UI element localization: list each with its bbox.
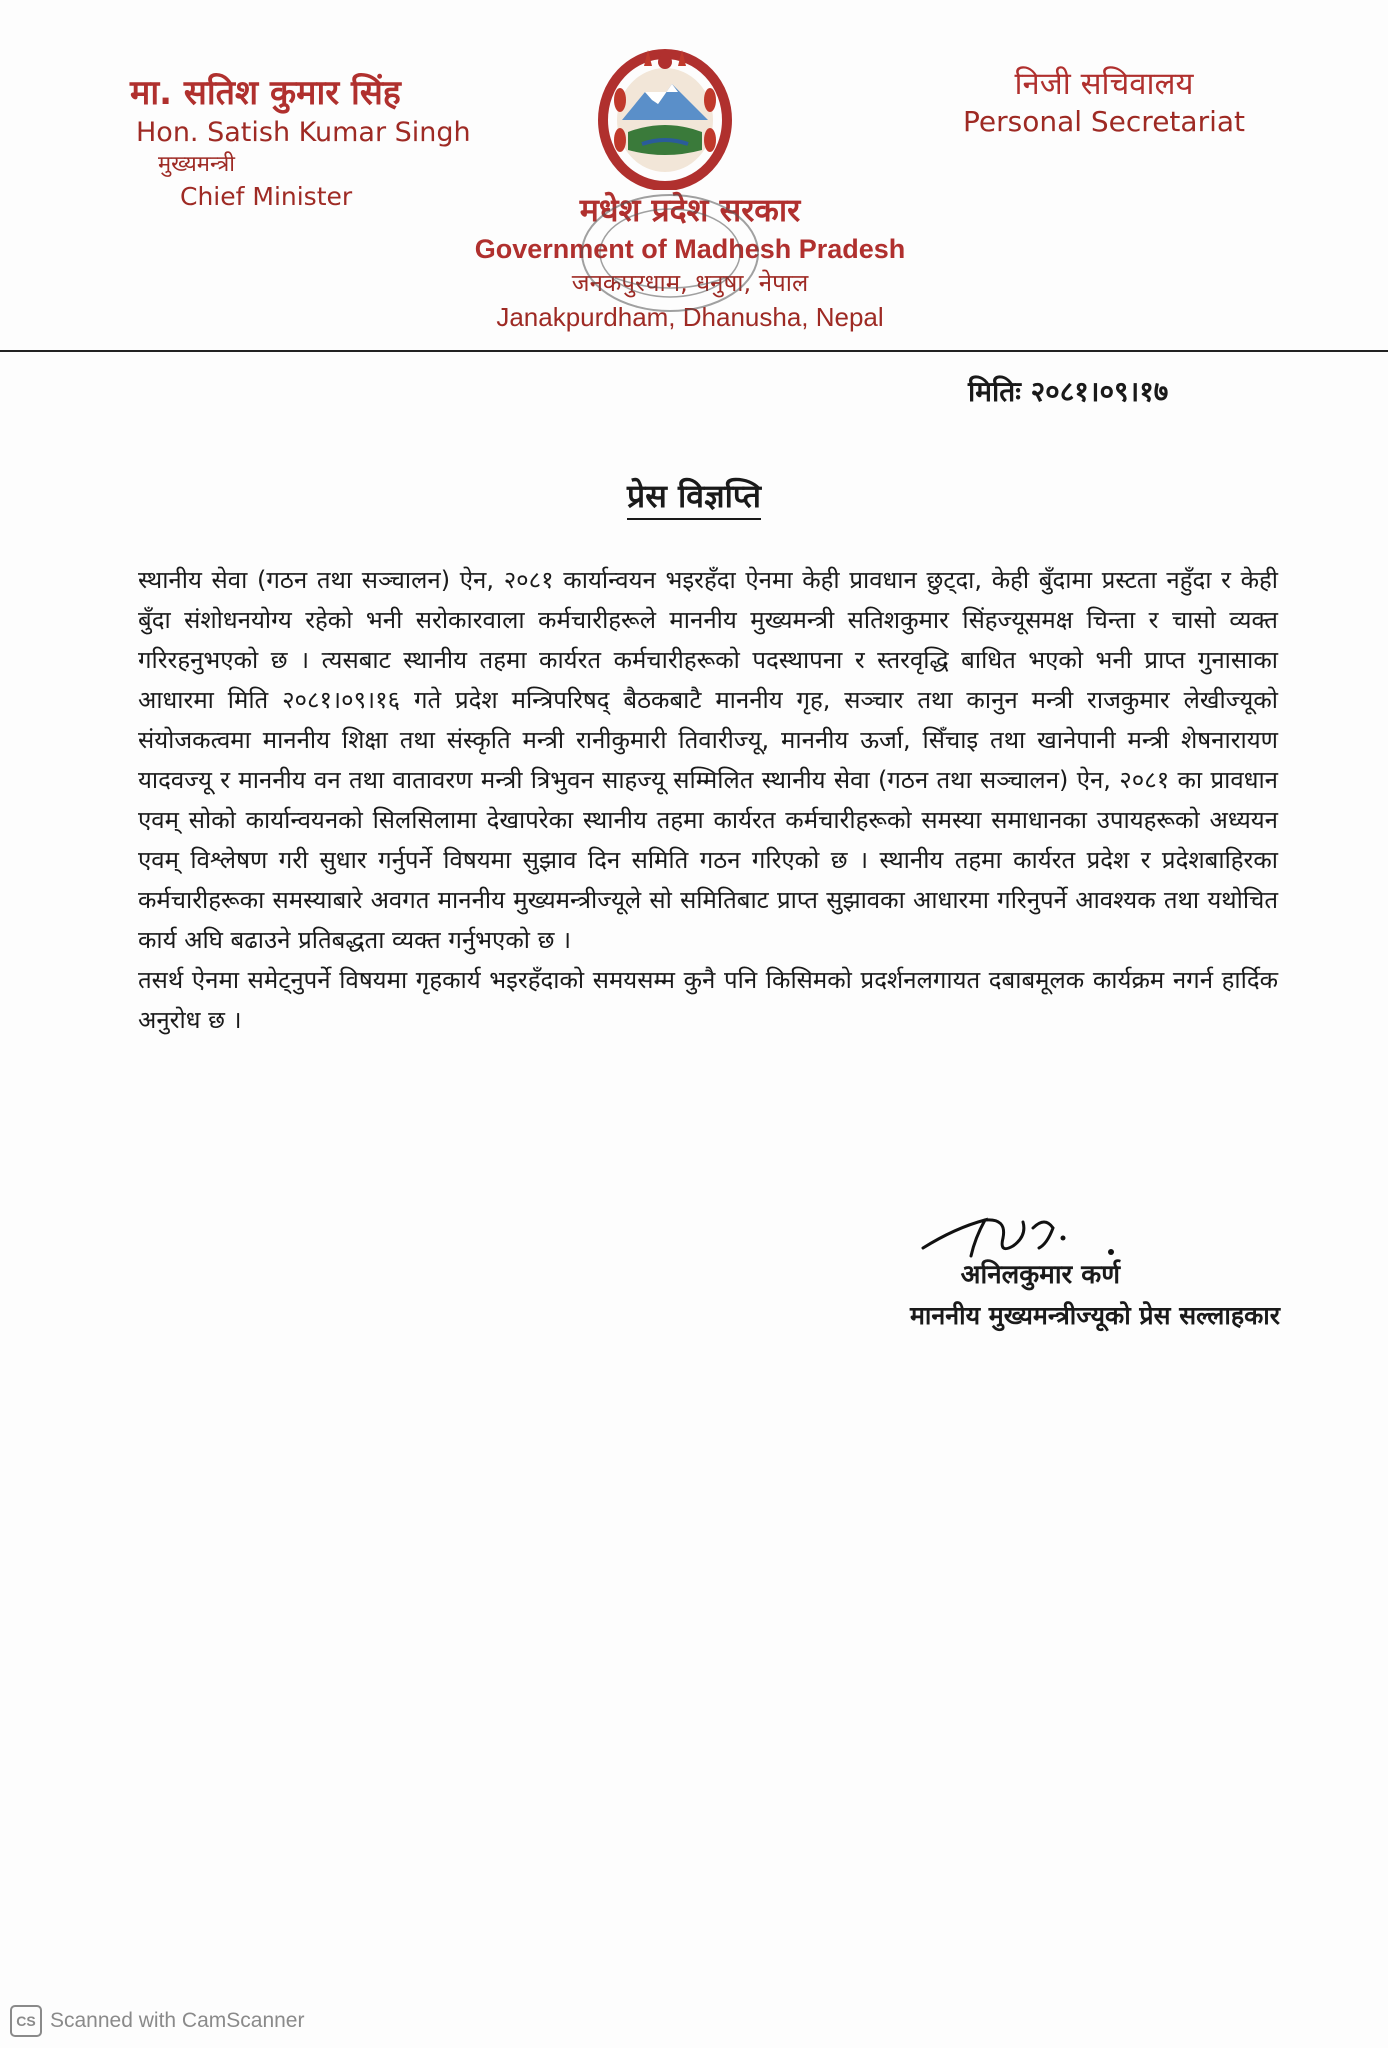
chief-minister-title-english: Chief Minister (180, 182, 353, 212)
signer-name: अनिलकुमार कर्ण (960, 1260, 1120, 1290)
header-divider (0, 350, 1388, 352)
signer-role: माननीय मुख्यमन्त्रीज्यूको प्रेस सल्लाहकार (909, 1301, 1280, 1330)
chief-minister-title-nepali: मुख्यमन्त्री (158, 151, 235, 177)
document-date: मितिः २०८१।०९।१७ (968, 375, 1169, 408)
document-title-text: प्रेस विज्ञप्ति (627, 477, 761, 520)
body-paragraph-1: स्थानीय सेवा (गठन तथा सञ्चालन) ऐन, २०८१ कार्यान्वयन भइरहँदा ऐनमा केही प्रावधान छुट्दा, केही बुँदामा प्रस्टता नहुँदा र केही बुँदा संशोधनयोग्य रहेको भनी सरोकारवाला कर्मचारीहरूले माननीय मुख्यमन्त्री सतिशकुमार सिंहज्यूसमक्ष चिन्ता र चासो व्यक्त गरिरहनुभएको छ । त्यसबाट स्थानीय तहमा कार्यरत कर्मचारीहरूको पदस्थापना र स्तरवृद्धि बाधित भएको भनी प्राप्त गुनासाका आधारमा मिति २०८१।०९।१६ गते प्रदेश मन्त्रिपरिषद् बैठकबाटै माननीय गृह, सञ्चार तथा कानुन मन्त्री राजकुमार लेखीज्यूको संयोजकत्वमा माननीय शिक्षा तथा संस्कृति मन्त्री रानीकुमारी तिवारीज्यू, माननीय ऊर्जा, सिँचाइ तथा खानेपानी मन्त्री शेषनारायण यादवज्यू र माननीय वन तथा वातावरण मन्त्री त्रिभुवन साहज्यू सम्मिलित स्थानीय सेवा (गठन तथा सञ्चालन) ऐन, २०८१ का प्रावधान एवम् सोको कार्यान्वयनको सिलसिलामा देखापरेका स्थानीय तहमा कार्यरत कर्मचारीहरूको समस्या समाधानका उपायहरूको अध्ययन एवम् विश्लेषण गरी सुधार गर्नुपर्ने विषयमा सुझाव दिन समिति गठन गरिएको छ । स्थानीय तहमा कार्यरत प्रदेश र प्रदेशबाहिरका कर्मचारीहरूका समस्याबारे अवगत माननीय मुख्यमन्त्रीज्यूले सो समितिबाट प्राप्त सुझावका आधारमा गरिनुपर्ने आवश्यक तथा यथोचित कार्य अघि बढाउने प्रतिबद्धता व्यक्त गर्नुभएको छ । (138, 566, 1278, 954)
body-paragraph-2: तसर्थ ऐनमा समेट्नुपर्ने विषयमा गृहकार्य भइरहँदाको समयसम्म कुनै पनि किसिमको प्रदर्शनलगायत दबाबमूलक कार्यक्रम नगर्न हार्दिक अनुरोध छ । (138, 966, 1278, 1034)
office-name-english: Personal Secretariat (962, 105, 1245, 139)
madhesh-emblem-icon (590, 40, 740, 190)
camscanner-icon: CS (10, 2005, 42, 2037)
signer-block (780, 1254, 1280, 1336)
location-english: Janakpurdham, Dhanusha, Nepal (496, 302, 884, 333)
office-name-nepali: निजी सचिवालय (1014, 66, 1194, 102)
chief-minister-name-english: Hon. Satish Kumar Singh (136, 116, 471, 148)
location-nepali: जनकपुरधाम, धनुषा, नेपाल (571, 268, 809, 297)
government-name-english: Government of Madhesh Pradesh (474, 233, 906, 264)
chief-minister-name-nepali: मा. सतिश कुमार सिंह (130, 73, 401, 113)
government-name-nepali: मधेश प्रदेश सरकार (579, 191, 801, 229)
scanner-footer-text: Scanned with CamScanner (50, 2009, 305, 2032)
document-title (0, 474, 1388, 517)
office-stamp-icon (575, 188, 765, 318)
letterhead-right (944, 64, 1264, 141)
scanner-footer (10, 2005, 304, 2037)
press-release-body (138, 560, 1278, 1040)
